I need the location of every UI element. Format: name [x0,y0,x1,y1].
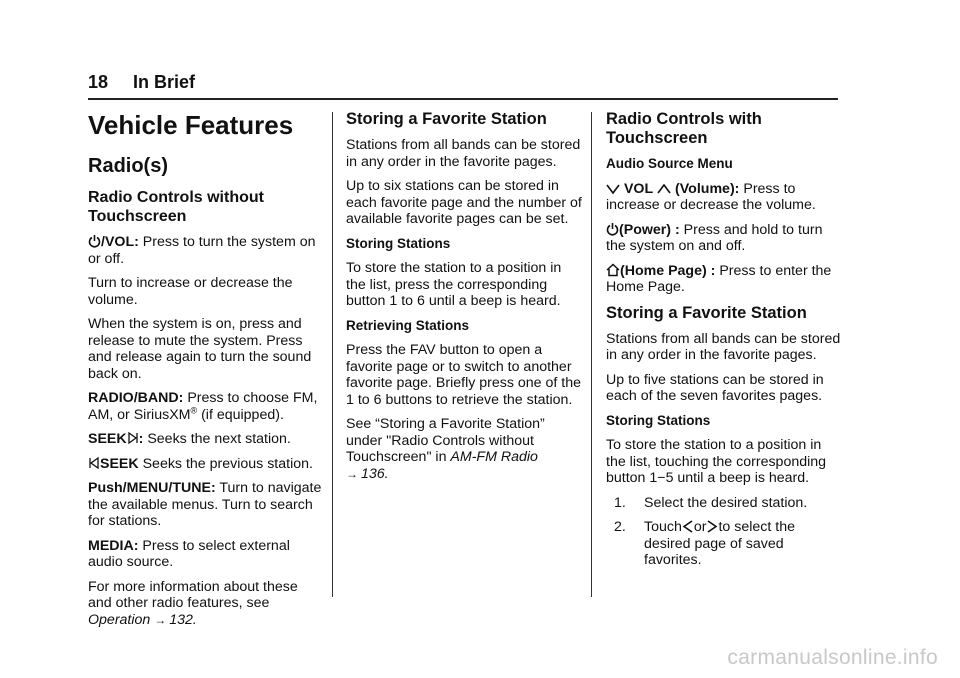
subheading-controls-without-touchscreen: Radio Controls without Touchscreen [88,189,264,225]
store-station-paragraph: To store the station to a position in the list, press the corresponding button 1 to 6 until a beep is heard. [346,260,562,309]
operation-page-ref[interactable]: 132. [169,611,197,628]
home-page-paragraph [606,263,841,296]
page-title: Vehicle Features [88,110,294,140]
volume-text: Press to increase or decrease the volume. [606,180,816,213]
radio-band-paragraph [88,390,324,423]
push-menu-tune-text: Turn to navigate the available menus. Turn to search for stations. [88,480,322,529]
watermark: carmanualsonline.info [727,646,938,669]
audio-source-menu-subheading: Audio Source Menu [606,156,733,171]
more-info-text: For more information about these and other radio features, see [88,578,298,611]
am-fm-radio-link[interactable]: AM-FM Radio [450,449,538,465]
push-menu-tune-paragraph [88,480,324,530]
radio-band-tail: (if equipped). [201,406,284,423]
steps-list [606,495,841,569]
home-icon [606,263,620,279]
seek-forward-label: SEEK [88,431,127,447]
seek-back-icon [88,456,100,472]
am-fm-page-ref[interactable]: 136. [361,465,389,482]
step-number: 2. [614,519,626,535]
reference-arrow-icon: → [346,466,358,481]
column-divider-2 [591,112,592,597]
subheading-storing-favorite: Storing a Favorite Station [346,110,547,128]
column-divider-1 [332,112,333,597]
column-1 [88,110,324,636]
list-item [606,495,841,512]
media-label: MEDIA: [88,537,139,554]
power-icon [88,234,101,250]
page-header [88,72,195,93]
subheading-storing-favorite-touchscreen: Storing a Favorite Station [606,303,807,322]
seek-back-paragraph [88,456,324,473]
media-paragraph [88,538,324,571]
power-vol-paragraph [88,234,324,267]
column-2 [346,110,582,490]
chevron-down-icon [606,181,620,197]
subheading-controls-with-touchscreen: Radio Controls with Touchscreen [606,110,762,147]
seek-back-text: Seeks the previous station. [142,455,313,472]
chevron-up-icon [657,181,671,197]
more-info-paragraph [88,579,324,629]
header-rule [88,98,838,100]
list-item [606,519,841,569]
power-icon [606,222,619,238]
storing-stations-subheading-2: Storing Stations [606,412,711,428]
operation-link[interactable]: Operation [88,611,151,628]
retrieving-stations-subheading: Retrieving Stations [346,317,470,333]
registered-mark: ® [190,404,198,415]
step-mid: or [693,519,707,535]
power-text: Press and hold to turn the system on and off. [606,221,823,254]
radio-band-text: Press to choose FM, AM, or SiriusXM [88,390,318,423]
power-vol-text: Press to turn the system on or off. [88,234,316,267]
home-page-text: Press to enter the Home Page. [606,262,832,295]
retrieve-station-paragraph: Press the FAV button to open a favorite page or to switch to another favorite page. Briefly press one of the 1 to 6 buttons to retrieve the station. [346,342,582,408]
step-text: Select the desired station. [644,494,808,511]
volume-paragraph [606,181,841,214]
step-number: 1. [614,494,626,511]
storing-stations-subheading: Storing Stations [346,235,451,251]
power-paragraph [606,222,841,255]
page-number: 18 [88,72,109,92]
seek-forward-icon [127,431,139,447]
home-page-label: (Home Page) : [620,262,716,279]
seek-back-label: SEEK [100,455,139,472]
favorite-bands-paragraph-2: Stations from all bands can be stored in any order in the favorite pages. [606,330,841,363]
step-post: to select the desired page of saved favorites. [644,519,795,568]
step-pre: Touch [644,519,682,535]
six-stations-paragraph: Up to six stations can be stored in each favorite page and the number of available favorite pages can be set. [346,178,582,227]
step-text [644,519,841,569]
column-3 [606,110,841,577]
volume-paren-label: (Volume): [675,180,740,197]
chevron-left-icon [682,519,694,535]
see-also-paragraph [346,416,582,482]
section-title: In Brief [133,72,196,92]
seek-forward-paragraph: SEEK : Seeks the next station. [88,431,291,447]
mute-paragraph: When the system is on, press and release to mute the system. Press and release again to turn the sound back on. [88,316,312,382]
power-vol-label: /VOL: [101,234,139,250]
section-heading-radios: Radio(s) [88,155,168,177]
seek-forward-text: Seeks the next station. [147,431,291,447]
radio-band-label: RADIO/BAND: [88,390,184,406]
turn-paragraph: Turn to increase or decrease the volume. [88,275,293,308]
favorite-bands-paragraph: Stations from all bands can be stored in any order in the favorite pages. [346,137,581,170]
chevron-right-icon [706,519,718,535]
power-label: (Power) : [619,221,680,238]
vol-label: VOL [623,180,654,197]
five-stations-paragraph: Up to five stations can be stored in each of the seven favorites pages. [606,371,824,404]
reference-arrow-icon: → [154,612,167,627]
see-also-text: See “Storing a Favorite Station” under "Radio Controls without Touchscreen" in [346,416,545,465]
push-menu-tune-label: Push/MENU/TUNE: [88,480,216,496]
media-text: Press to select external audio source. [88,537,290,570]
store-station-touch-paragraph: To store the station to a position in the list, touching the corresponding button 1−5 until a beep is heard. [606,437,827,486]
